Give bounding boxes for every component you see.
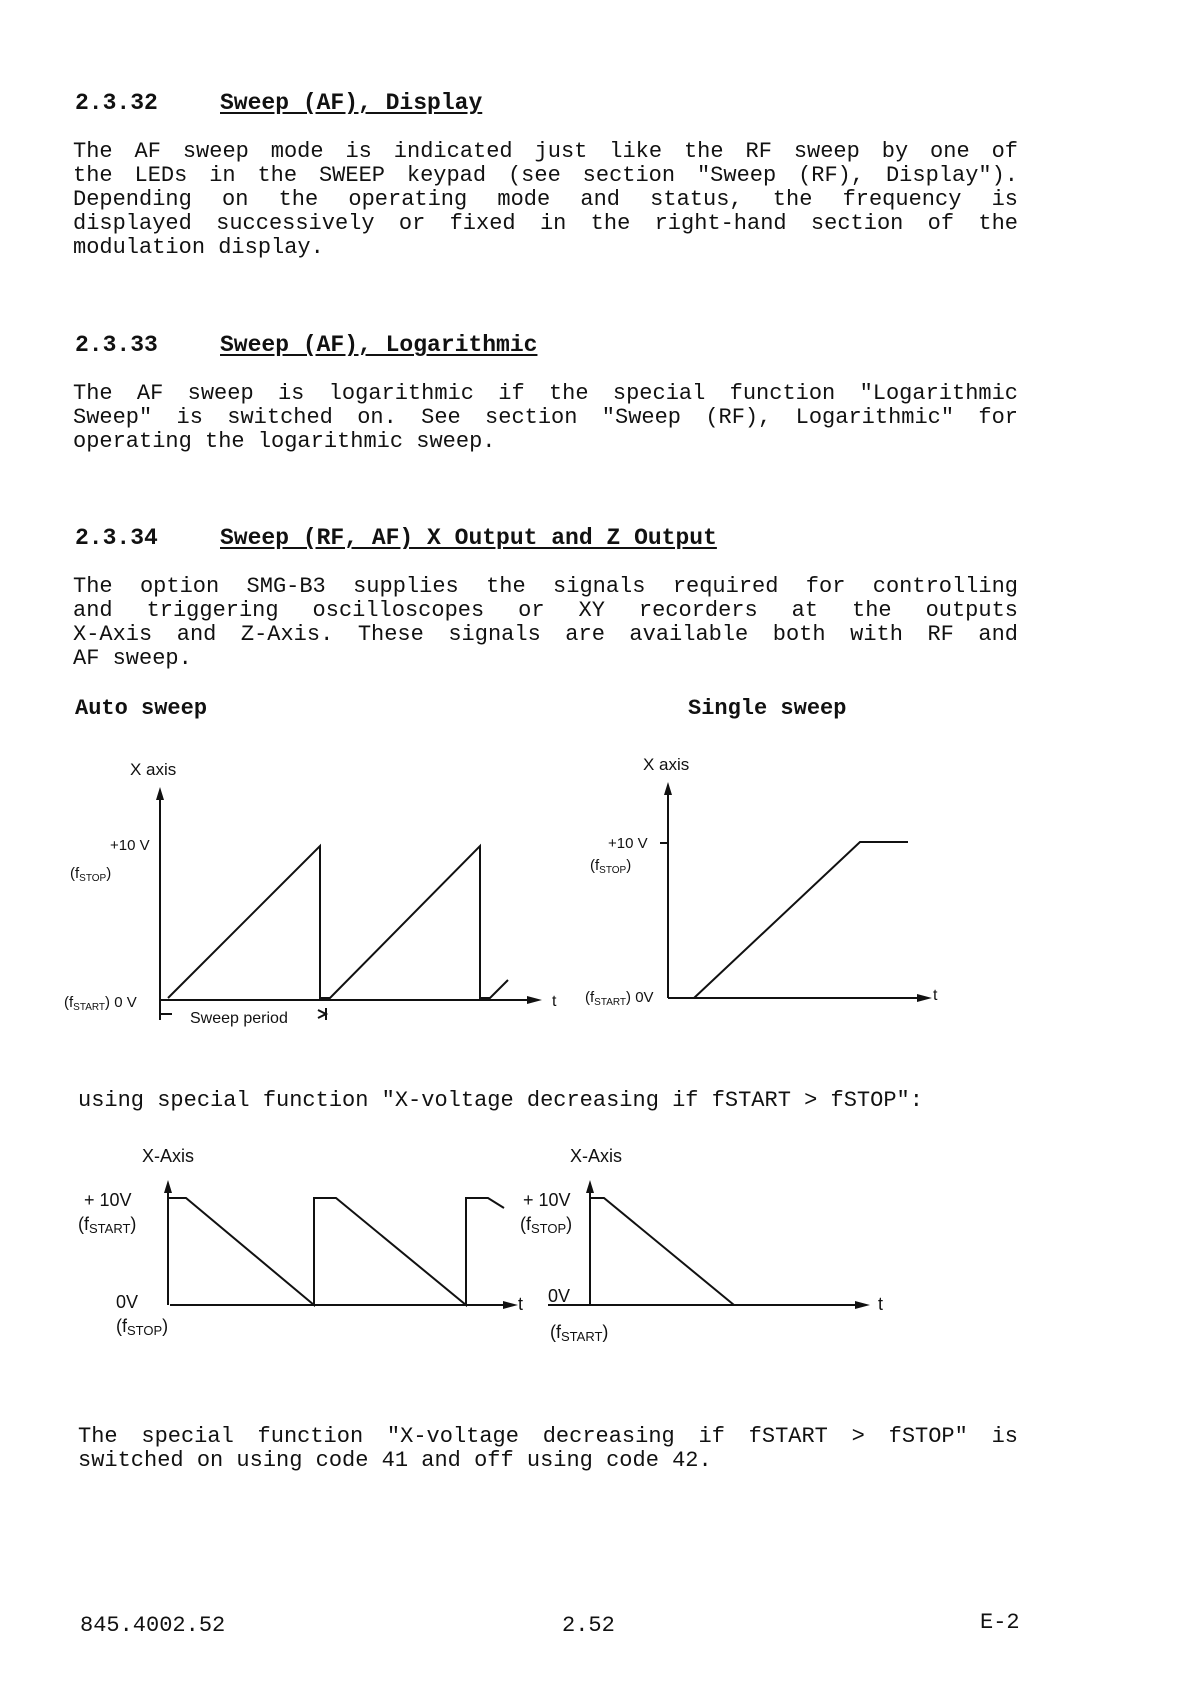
text-line: the LEDs in the SWEEP keypad (see section "Sweep (RF), Display"). [73, 163, 1018, 188]
t-axis-arrowhead [855, 1301, 870, 1309]
text-line: The special function "X-voltage decreasing if fSTART > fSTOP" is [78, 1424, 1018, 1449]
section-body-2-3-33 [73, 382, 1018, 454]
t-axis-arrowhead [527, 996, 542, 1004]
top-voltage-label: + 10V [84, 1190, 132, 1210]
y-axis-label: X-Axis [570, 1146, 623, 1166]
text-line: The AF sweep mode is indicated just like the RF sweep by one of [73, 139, 1018, 164]
y-axis-arrowhead [586, 1180, 594, 1193]
section-title: Sweep (AF), Display [220, 90, 483, 116]
section-heading-2-3-34 [75, 525, 717, 551]
section-number: 2.3.34 [75, 525, 158, 551]
single-ramp-waveform [694, 842, 908, 998]
bottom-voltage-label: 0V [548, 1286, 571, 1306]
y-axis-arrowhead [164, 1180, 172, 1193]
y-axis-arrowhead [664, 782, 672, 795]
text-line: The AF sweep is logarithmic if the special function "Logarithmic [73, 381, 1018, 406]
top-frequency-label: (fSTART) [78, 1214, 137, 1236]
section-title: Sweep (AF), Logarithmic [220, 332, 538, 358]
t-axis-label: t [933, 987, 938, 1004]
sawtooth-waveform [168, 846, 508, 998]
y-axis-label: X axis [130, 760, 177, 779]
t-axis-label: t [552, 993, 557, 1010]
text-line: switched on using code 41 and off using code 42. [78, 1448, 712, 1473]
bottom-voltage-label: 0V [116, 1292, 139, 1312]
top-frequency-label: (fSTOP) [520, 1214, 573, 1236]
bottom-frequency-label: $(f_{START})$ 0 V [64, 994, 137, 1013]
footer-doc-number: 845.4002.52 [80, 1613, 226, 1638]
special-function-line: using special function "X-voltage decreasing if fSTART > fSTOP": [78, 1088, 923, 1113]
t-axis-arrowhead [917, 994, 932, 1002]
closing-paragraph [78, 1425, 1018, 1473]
period-marker [160, 1008, 326, 1020]
bottom-frequency-label: $(f_{START})$ 0V [585, 989, 654, 1008]
top-frequency-label: $(f_{STOP})$ [590, 857, 632, 876]
single-sweep-label: Single sweep [688, 696, 847, 721]
t-axis-label: t [518, 1294, 524, 1314]
t-axis-label: t [878, 1294, 884, 1314]
text-line: modulation display. [73, 235, 324, 260]
top-voltage-label: +10 V [608, 835, 648, 852]
section-number: 2.3.33 [75, 332, 158, 358]
section-body-2-3-32 [73, 140, 1018, 260]
text-line: operating the logarithmic sweep. [73, 429, 496, 454]
text-line: AF sweep. [73, 646, 192, 671]
text-line: Depending on the operating mode and status, the frequency is [73, 187, 1018, 212]
section-body-2-3-34 [73, 575, 1018, 671]
y-axis-arrowhead [156, 787, 164, 800]
top-frequency-label: $(f_{STOP})$ [70, 865, 112, 884]
section-heading-2-3-33 [75, 332, 537, 358]
text-line: and triggering oscilloscopes or XY recorders at the outputs [73, 598, 1018, 623]
sweep-period-label: Sweep period [190, 1010, 288, 1027]
footer-page-number: 2.52 [562, 1613, 615, 1638]
bottom-frequency-label: (fSTOP) [116, 1316, 169, 1338]
y-axis-label: X-Axis [142, 1146, 195, 1166]
text-line: The option SMG-B3 supplies the signals required for controlling [73, 574, 1018, 599]
footer-edition: E-2 [980, 1610, 1020, 1635]
section-number: 2.3.32 [75, 90, 158, 116]
section-heading-2-3-32 [75, 90, 482, 116]
bottom-frequency-label: (fSTART) [550, 1322, 609, 1344]
falling-sawtooth-waveform [168, 1198, 504, 1305]
text-line: displayed successively or fixed in the right-hand section of the [73, 211, 1018, 236]
top-voltage-label: +10 V [110, 837, 150, 854]
text-line: Sweep" is switched on. See section "Sweep (RF), Logarithmic" for [73, 405, 1018, 430]
auto-sweep-label: Auto sweep [75, 696, 208, 721]
t-axis-arrowhead [503, 1301, 518, 1309]
single-falling-ramp-waveform [590, 1198, 734, 1305]
y-axis-label: X axis [643, 755, 690, 774]
text-line: X-Axis and Z-Axis. These signals are available both with RF and [73, 622, 1018, 647]
section-title: Sweep (RF, AF) X Output and Z Output [220, 525, 717, 551]
top-voltage-label: + 10V [523, 1190, 571, 1210]
